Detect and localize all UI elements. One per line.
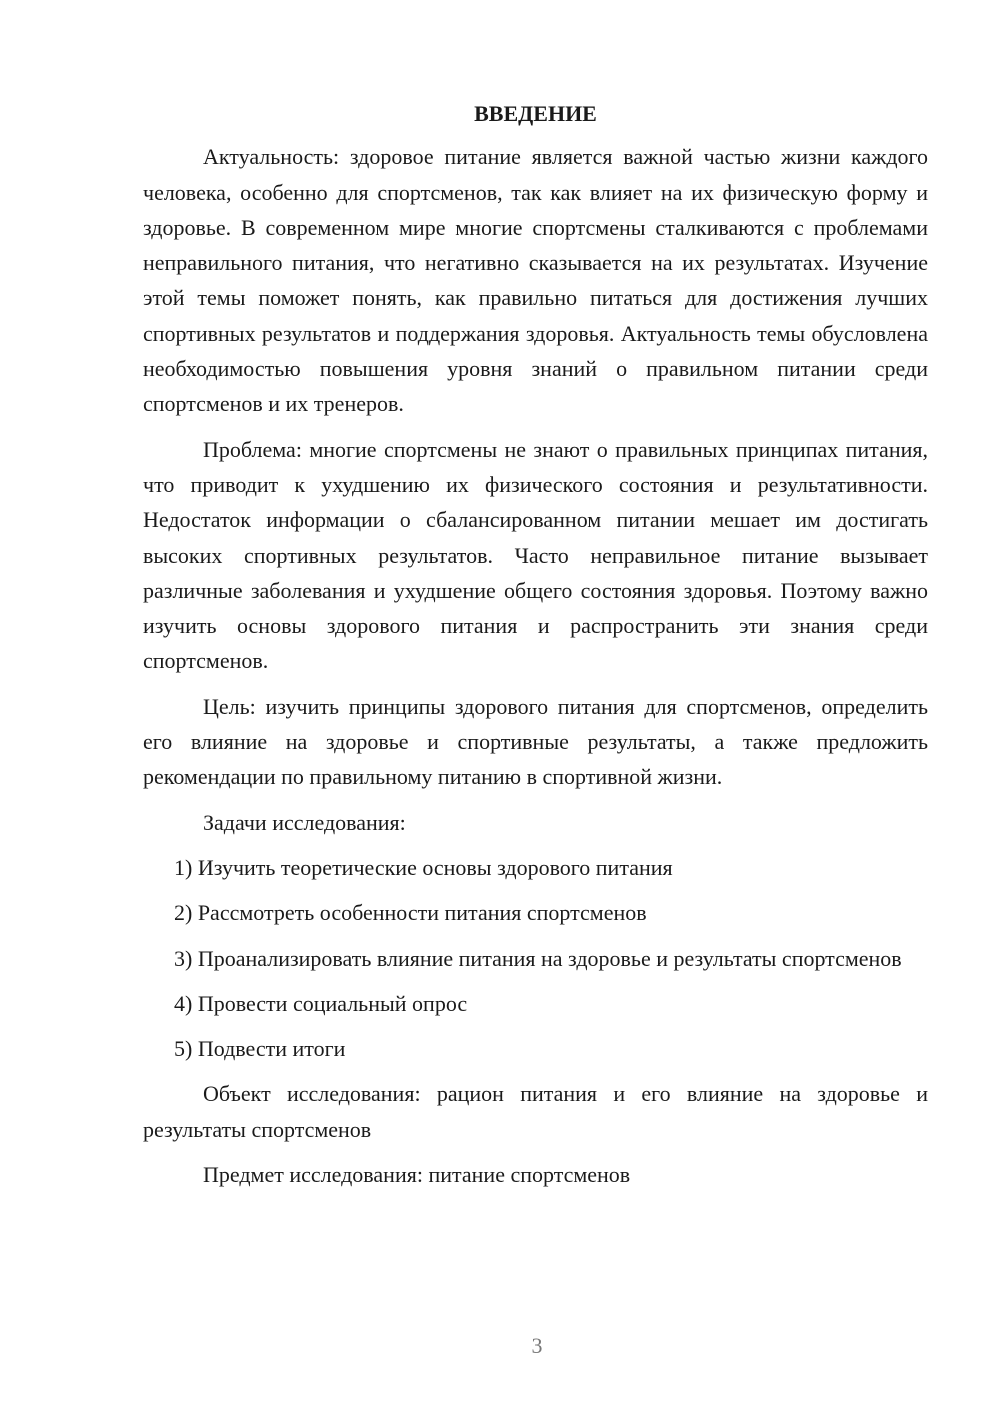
task-item-2: 2) Рассмотреть особенности питания спортсменов <box>174 900 647 926</box>
tasks-heading: Задачи исследования: <box>203 809 406 835</box>
problem-paragraph: Проблема: многие спортсмены не знают о правильных принципах питания, что приводит к ухудшению их физического состояния и результативности. Недостаток информации о сбалансированном питании мешает им достигать высоких спортивных результатов. Часто неправильное питание вызывает различные заболевания и ухудшение общего состояния здоровья. Поэтому важно изучить основы здорового питания и распространить эти знания среди спортсменов. <box>143 436 928 674</box>
task-item-5: 5) Подвести итоги <box>174 1036 346 1062</box>
page-title: ВВЕДЕНИЕ <box>474 101 597 126</box>
task-item-3: 3) Проанализировать влияние питания на здоровье и результаты спортсменов <box>174 945 902 971</box>
task-item-4: 4) Провести социальный опрос <box>174 990 468 1016</box>
page-number: 3 <box>531 1333 543 1358</box>
object-paragraph: Объект исследования: рацион питания и его влияние на здоровье и результаты спортсменов <box>143 1081 928 1142</box>
task-item-1: 1) Изучить теоретические основы здорового питания <box>174 854 673 880</box>
subject-paragraph: Предмет исследования: питание спортсменов <box>203 1162 631 1188</box>
relevance-paragraph: Актуальность: здоровое питание является важной частью жизни каждого человека, особенно для спортсменов, так как влияет на их физическую форму и здоровье. В современном мире многие спортсмены сталкиваются с проблемами неправильного питания, что негативно сказывается на их результатах. Изучение этой темы поможет понять, как правильно питаться для достижения лучших спортивных результатов и поддержания здоровья. Актуальность темы обусловлена необходимостью повышения уровня знаний о правильном питании среди спортсменов и их тренеров. <box>143 144 928 417</box>
goal-paragraph: Цель: изучить принципы здорового питания для спортсменов, определить его влияние на здоровье и спортивные результаты, а также предложить рекомендации по правильному питанию в спортивной жизни. <box>143 693 928 790</box>
document-page <box>143 96 928 1202</box>
